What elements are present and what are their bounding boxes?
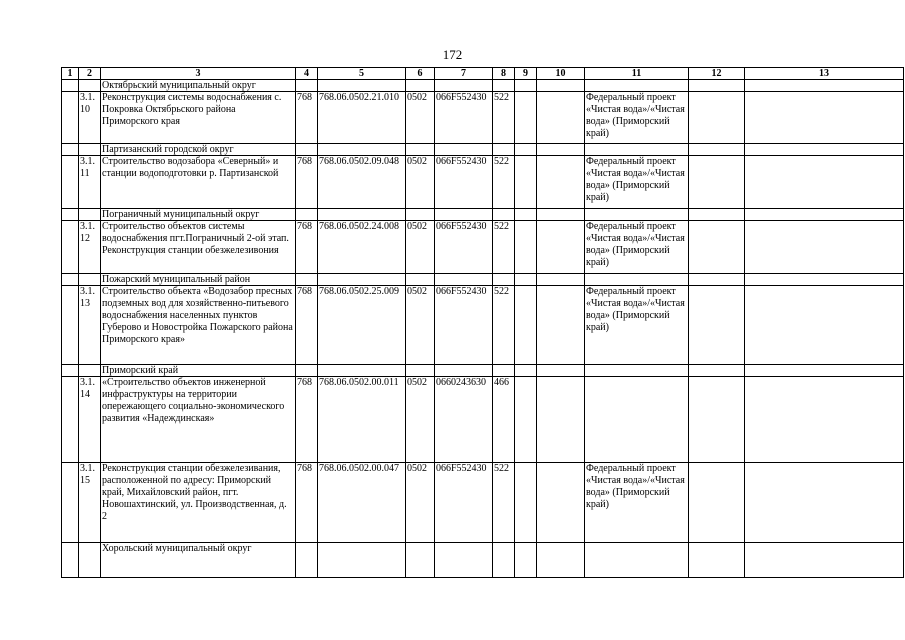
empty-cell bbox=[62, 209, 79, 221]
empty-cell bbox=[318, 274, 406, 286]
project-name: Реконструкция системы водоснабжения с. Покровка Октябрьского района Приморского края bbox=[101, 92, 296, 144]
project-name: «Строительство объектов инженерной инфраструктуры на территории опережающего социально-экономического развития «Надеждинская» bbox=[101, 377, 296, 463]
empty-cell bbox=[745, 286, 904, 365]
row-number: 3.1.13 bbox=[79, 286, 101, 365]
section-row bbox=[62, 543, 904, 578]
empty-cell bbox=[296, 365, 318, 377]
empty-cell bbox=[493, 543, 515, 578]
empty-cell bbox=[745, 365, 904, 377]
empty-cell bbox=[585, 80, 689, 92]
project-name: Строительство объектов системы водоснабжения пгт.Пограничный 2-ой этап. Реконструкция станции обезжелезивония bbox=[101, 221, 296, 274]
header-cell: 12 bbox=[689, 68, 745, 80]
empty-cell bbox=[537, 377, 585, 463]
empty-cell bbox=[79, 80, 101, 92]
empty-cell bbox=[585, 365, 689, 377]
cell-code-4: 768 bbox=[296, 377, 318, 463]
funding-source: Федеральный проект «Чистая вода»/«Чистая вода» (Приморский край) bbox=[585, 286, 689, 365]
empty-cell bbox=[689, 144, 745, 156]
empty-cell bbox=[537, 209, 585, 221]
header-cell: 5 bbox=[318, 68, 406, 80]
budget-table bbox=[61, 67, 904, 578]
table-row bbox=[62, 463, 904, 543]
empty-cell bbox=[79, 543, 101, 578]
section-row bbox=[62, 274, 904, 286]
table-row bbox=[62, 156, 904, 209]
empty-cell bbox=[585, 543, 689, 578]
empty-cell bbox=[537, 274, 585, 286]
table-row bbox=[62, 377, 904, 463]
empty-cell bbox=[62, 286, 79, 365]
cell-code-8: 466 bbox=[493, 377, 515, 463]
cell-code-5: 768.06.0502.09.048 bbox=[318, 156, 406, 209]
empty-cell bbox=[585, 209, 689, 221]
cell-code-5: 768.06.0502.24.008 bbox=[318, 221, 406, 274]
empty-cell bbox=[537, 156, 585, 209]
empty-cell bbox=[493, 209, 515, 221]
page-number: 172 bbox=[442, 47, 463, 62]
empty-cell bbox=[745, 209, 904, 221]
empty-cell bbox=[493, 80, 515, 92]
section-title: Пожарский муниципальный район bbox=[101, 274, 296, 286]
funding-source: Федеральный проект «Чистая вода»/«Чистая вода» (Приморский край) bbox=[585, 92, 689, 144]
empty-cell bbox=[745, 543, 904, 578]
cell-code-6: 0502 bbox=[406, 156, 435, 209]
cell-code-4: 768 bbox=[296, 92, 318, 144]
empty-cell bbox=[515, 92, 537, 144]
empty-cell bbox=[493, 144, 515, 156]
empty-cell bbox=[689, 209, 745, 221]
empty-cell bbox=[62, 156, 79, 209]
empty-cell bbox=[745, 156, 904, 209]
empty-cell bbox=[435, 365, 493, 377]
cell-code-8: 522 bbox=[493, 286, 515, 365]
project-name: Строительство объекта «Водозабор пресных подземных вод для хозяйственно-питьевого водоснабжения населенных пунктов Губерово и Новостройка Пожарского района Приморского края» bbox=[101, 286, 296, 365]
table-row bbox=[62, 286, 904, 365]
empty-cell bbox=[318, 209, 406, 221]
empty-cell bbox=[689, 463, 745, 543]
empty-cell bbox=[585, 144, 689, 156]
empty-cell bbox=[745, 144, 904, 156]
funding-source: Федеральный проект «Чистая вода»/«Чистая вода» (Приморский край) bbox=[585, 463, 689, 543]
empty-cell bbox=[745, 80, 904, 92]
header-cell: 11 bbox=[585, 68, 689, 80]
empty-cell bbox=[537, 144, 585, 156]
empty-cell bbox=[435, 543, 493, 578]
funding-source: Федеральный проект «Чистая вода»/«Чистая вода» (Приморский край) bbox=[585, 156, 689, 209]
cell-code-4: 768 bbox=[296, 463, 318, 543]
empty-cell bbox=[79, 365, 101, 377]
empty-cell bbox=[296, 80, 318, 92]
header-cell: 13 bbox=[745, 68, 904, 80]
empty-cell bbox=[745, 274, 904, 286]
section-title: Партизанский городской округ bbox=[101, 144, 296, 156]
section-title: Приморский край bbox=[101, 365, 296, 377]
cell-code-6: 0502 bbox=[406, 286, 435, 365]
section-title: Хорольский муниципальный округ bbox=[101, 543, 296, 578]
empty-cell bbox=[515, 274, 537, 286]
empty-cell bbox=[406, 365, 435, 377]
funding-source bbox=[585, 377, 689, 463]
row-number: 3.1.11 bbox=[79, 156, 101, 209]
empty-cell bbox=[537, 365, 585, 377]
section-row bbox=[62, 209, 904, 221]
table-row bbox=[62, 92, 904, 144]
empty-cell bbox=[537, 221, 585, 274]
header-cell: 6 bbox=[406, 68, 435, 80]
empty-cell bbox=[689, 221, 745, 274]
cell-code-5: 768.06.0502.00.047 bbox=[318, 463, 406, 543]
empty-cell bbox=[318, 543, 406, 578]
empty-cell bbox=[515, 209, 537, 221]
empty-cell bbox=[689, 365, 745, 377]
header-row bbox=[62, 68, 904, 80]
cell-code-7: 066F552430 bbox=[435, 221, 493, 274]
empty-cell bbox=[318, 80, 406, 92]
empty-cell bbox=[515, 156, 537, 209]
header-cell: 9 bbox=[515, 68, 537, 80]
empty-cell bbox=[406, 543, 435, 578]
empty-cell bbox=[62, 221, 79, 274]
empty-cell bbox=[745, 92, 904, 144]
empty-cell bbox=[493, 365, 515, 377]
cell-code-8: 522 bbox=[493, 221, 515, 274]
cell-code-4: 768 bbox=[296, 156, 318, 209]
funding-source: Федеральный проект «Чистая вода»/«Чистая вода» (Приморский край) bbox=[585, 221, 689, 274]
header-cell: 1 bbox=[62, 68, 79, 80]
cell-code-7: 066F552430 bbox=[435, 286, 493, 365]
cell-code-6: 0502 bbox=[406, 92, 435, 144]
cell-code-6: 0502 bbox=[406, 221, 435, 274]
section-title: Пограничный муниципальный округ bbox=[101, 209, 296, 221]
empty-cell bbox=[689, 156, 745, 209]
empty-cell bbox=[515, 144, 537, 156]
empty-cell bbox=[406, 80, 435, 92]
empty-cell bbox=[515, 221, 537, 274]
cell-code-8: 522 bbox=[493, 156, 515, 209]
empty-cell bbox=[435, 209, 493, 221]
empty-cell bbox=[435, 274, 493, 286]
empty-cell bbox=[537, 92, 585, 144]
empty-cell bbox=[62, 144, 79, 156]
empty-cell bbox=[318, 365, 406, 377]
empty-cell bbox=[62, 92, 79, 144]
empty-cell bbox=[537, 543, 585, 578]
empty-cell bbox=[585, 274, 689, 286]
empty-cell bbox=[79, 209, 101, 221]
empty-cell bbox=[79, 274, 101, 286]
empty-cell bbox=[493, 274, 515, 286]
empty-cell bbox=[62, 80, 79, 92]
empty-cell bbox=[745, 463, 904, 543]
project-name: Строительство водозабора «Северный» и станции водоподготовки р. Партизанской bbox=[101, 156, 296, 209]
empty-cell bbox=[515, 543, 537, 578]
row-number: 3.1.15 bbox=[79, 463, 101, 543]
empty-cell bbox=[537, 286, 585, 365]
cell-code-4: 768 bbox=[296, 221, 318, 274]
cell-code-8: 522 bbox=[493, 92, 515, 144]
section-row bbox=[62, 365, 904, 377]
empty-cell bbox=[689, 543, 745, 578]
empty-cell bbox=[296, 543, 318, 578]
section-row bbox=[62, 80, 904, 92]
header-cell: 3 bbox=[101, 68, 296, 80]
project-name: Реконструкция станции обезжелезивания, расположенной по адресу: Приморский край, Михайловский район, пгт. Новошахтинский, ул. Производственная, д. 2 bbox=[101, 463, 296, 543]
empty-cell bbox=[689, 377, 745, 463]
empty-cell bbox=[62, 274, 79, 286]
empty-cell bbox=[435, 80, 493, 92]
empty-cell bbox=[515, 463, 537, 543]
empty-cell bbox=[537, 463, 585, 543]
empty-cell bbox=[515, 286, 537, 365]
empty-cell bbox=[745, 221, 904, 274]
header-cell: 4 bbox=[296, 68, 318, 80]
empty-cell bbox=[62, 365, 79, 377]
cell-code-6: 0502 bbox=[406, 463, 435, 543]
header-cell: 7 bbox=[435, 68, 493, 80]
cell-code-5: 768.06.0502.21.010 bbox=[318, 92, 406, 144]
empty-cell bbox=[745, 377, 904, 463]
empty-cell bbox=[689, 274, 745, 286]
empty-cell bbox=[296, 274, 318, 286]
row-number: 3.1.14 bbox=[79, 377, 101, 463]
cell-code-5: 768.06.0502.25.009 bbox=[318, 286, 406, 365]
table-row bbox=[62, 221, 904, 274]
empty-cell bbox=[515, 377, 537, 463]
cell-code-7: 0660243630 bbox=[435, 377, 493, 463]
empty-cell bbox=[435, 144, 493, 156]
row-number: 3.1.10 bbox=[79, 92, 101, 144]
row-number: 3.1.12 bbox=[79, 221, 101, 274]
empty-cell bbox=[406, 209, 435, 221]
empty-cell bbox=[537, 80, 585, 92]
empty-cell bbox=[62, 543, 79, 578]
empty-cell bbox=[406, 144, 435, 156]
cell-code-8: 522 bbox=[493, 463, 515, 543]
empty-cell bbox=[296, 209, 318, 221]
section-row bbox=[62, 144, 904, 156]
header-cell: 8 bbox=[493, 68, 515, 80]
cell-code-4: 768 bbox=[296, 286, 318, 365]
empty-cell bbox=[515, 365, 537, 377]
empty-cell bbox=[296, 144, 318, 156]
empty-cell bbox=[62, 377, 79, 463]
header-cell: 10 bbox=[537, 68, 585, 80]
empty-cell bbox=[689, 80, 745, 92]
section-title: Октябрьский муниципальный округ bbox=[101, 80, 296, 92]
cell-code-6: 0502 bbox=[406, 377, 435, 463]
empty-cell bbox=[689, 92, 745, 144]
empty-cell bbox=[62, 463, 79, 543]
empty-cell bbox=[79, 144, 101, 156]
cell-code-7: 066F552430 bbox=[435, 463, 493, 543]
cell-code-7: 066F552430 bbox=[435, 156, 493, 209]
empty-cell bbox=[406, 274, 435, 286]
empty-cell bbox=[689, 286, 745, 365]
empty-cell bbox=[318, 144, 406, 156]
cell-code-7: 066F552430 bbox=[435, 92, 493, 144]
header-cell: 2 bbox=[79, 68, 101, 80]
empty-cell bbox=[515, 80, 537, 92]
cell-code-5: 768.06.0502.00.011 bbox=[318, 377, 406, 463]
